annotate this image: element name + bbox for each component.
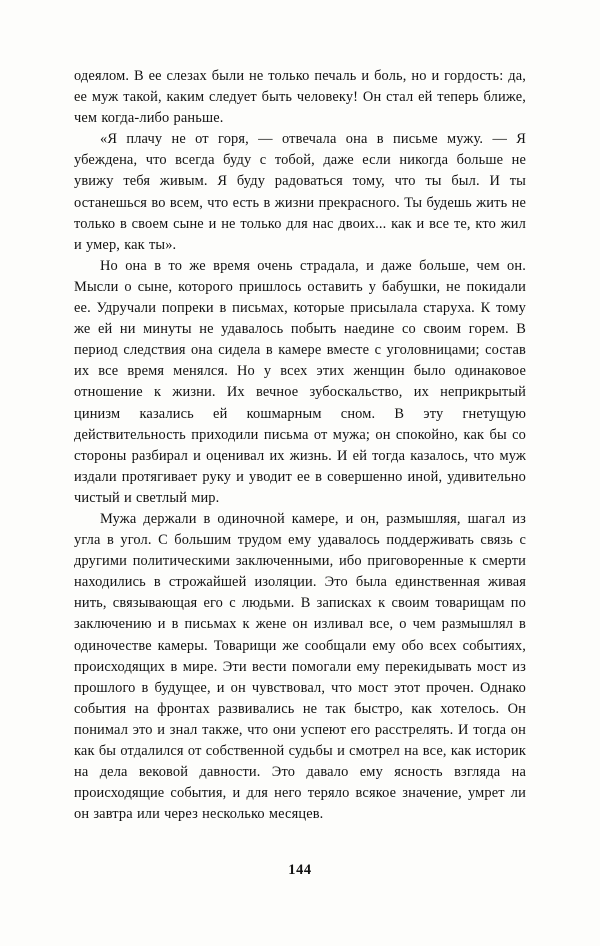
paragraph: одеялом. В ее слезах были не только печаль и боль, но и гордость: да, ее муж такой, каким следует быть человеку! Он стал ей теперь ближе, чем когда-либо раньше.: [74, 68, 526, 127]
paragraph: Но она в то же время очень страдала, и даже больше, чем он. Мысли о сыне, которого пришлось оставить у бабушки, не покидали ее. Удручали попреки в письмах, которые присылала старуха. К тому же ей ни минуты не удавалось побыть наедине со своим горем. В период следствия она сидела в камере вместе с уголовницами; состав их все время менялся. Но у всех этих женщин было одинаковое отношение к жизни. Их вечное зубоскальство, их неприкрытый цинизм казались ей кошмарным сном. В эту гнетущую действительность приходили письма от мужа; он спокойно, как бы со стороны разбирал и оценивал их жизнь. И ей тогда казалось, что муж издали протягивает руку и уводит ее в совершенно иной, удивительно чистый и светлый мир.: [74, 257, 526, 506]
body-text-column: [74, 66, 526, 825]
page-number: 144: [288, 862, 312, 878]
paragraph: «Я плачу не от горя, — отвечала она в письме мужу. — Я убеждена, что всегда буду с тобой, даже если никогда больше не увижу тебя живым. Я буду радоваться тому, что ты был. И ты останешься во всем, что есть в жизни прекрасного. Ты будешь жить не только в своем сыне и не только для нас двоих... как и все те, кто жил и умер, как ты».: [74, 131, 526, 253]
paragraph: Мужа держали в одиночной камере, и он, размышляя, шагал из угла в угол. С большим трудом ему удавалось поддерживать связь с другими политическими заключенными, ибо приговоренные к смерти находились в строжайшей изоляции. Это была единственная живая нить, связывающая его с людьми. В записках к своим товарищам по заключению и в письмах к жене он изливал все, о чем размышлял в одиночестве камеры. Товарищи же сообщали ему обо всех событиях, происходящих в мире. Эти вести помогали ему перекидывать мост из прошлого в будущее, и он чувствовал, что мост этот прочен. Однако события на фронтах развивались не так быстро, как хотелось. Он понимал это и знал также, что они успеют его расстрелять. И тогда он как бы отдалился от собственной судьбы и смотрел на все, как историк на дела вековой давности. Это давало ему ясность взгляда на происходящие события, и для него теряло всякое значение, умрет ли он завтра или через несколько месяцев.: [74, 510, 526, 823]
